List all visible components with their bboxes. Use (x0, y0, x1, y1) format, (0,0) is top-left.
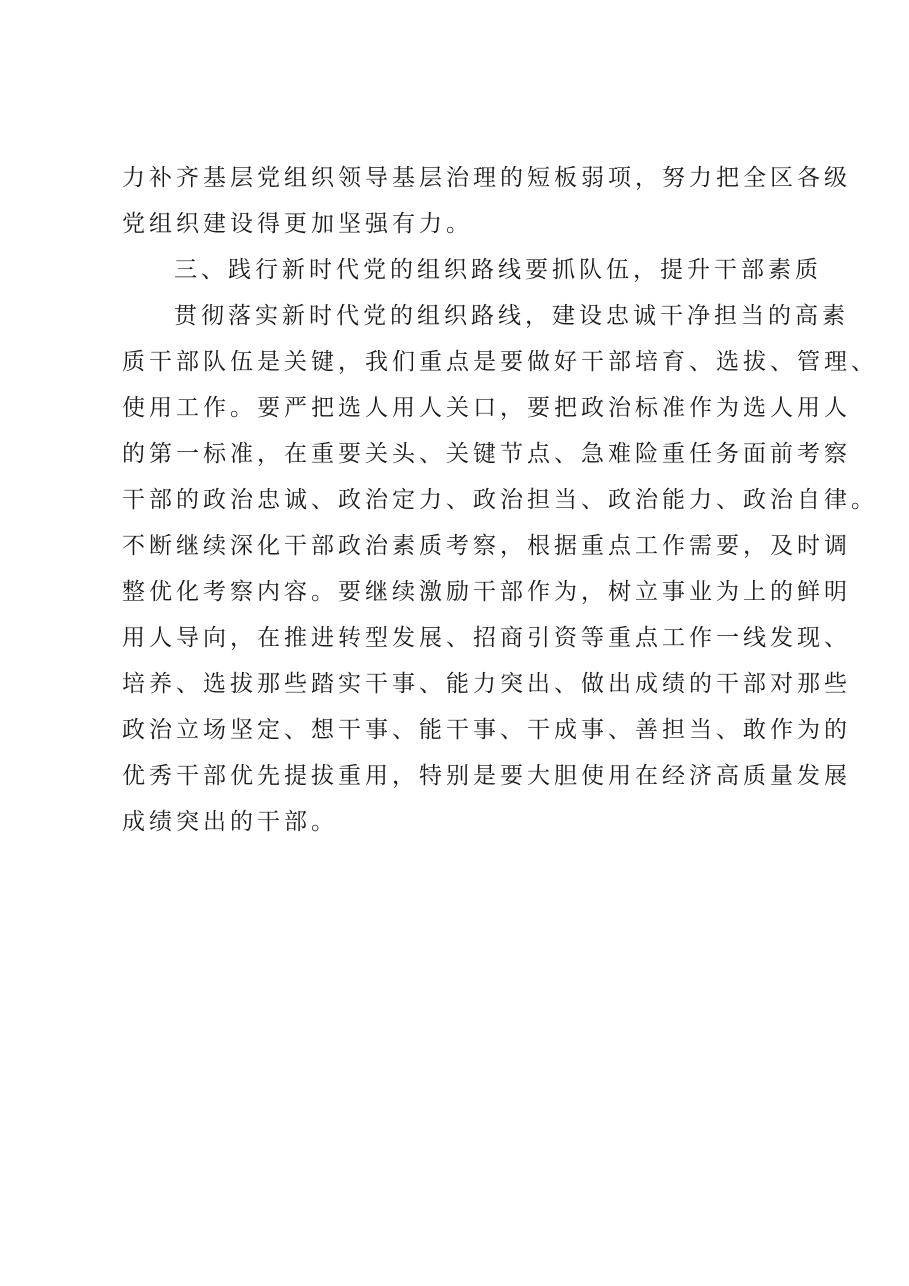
text-line: 贯彻落实新时代党的组织路线，建设忠诚干净担当的高素 (174, 303, 849, 329)
text-line: 力补齐基层党组织领导基层治理的短板弱项，努力把全区各级 (122, 165, 851, 191)
text-line: 成绩突出的干部。 (122, 809, 338, 835)
section-heading (122, 252, 822, 288)
text-line: 党组织建设得更加坚强有力。 (122, 211, 473, 237)
document-body (122, 160, 878, 850)
heading-text: 三、践行新时代党的组织路线要抓队伍，提升干部素质 (174, 257, 822, 283)
text-line: 的第一标准，在重要关头、关键节点、急难险重任务面前考察 (122, 441, 851, 467)
text-line: 不断继续深化干部政治素质考察，根据重点工作需要，及时调 (122, 533, 851, 559)
text-line: 培养、选拔那些踏实干事、能力突出、做出成绩的干部对那些 (122, 671, 851, 697)
text-line: 使用工作。要严把选人用人关口，要把政治标准作为选人用人 (122, 395, 851, 421)
paragraph-body (122, 298, 878, 840)
text-line: 质干部队伍是关键，我们重点是要做好干部培育、选拔、管理、 (122, 349, 878, 375)
text-line: 干部的政治忠诚、政治定力、政治担当、政治能力、政治自律。 (122, 487, 878, 513)
text-line: 整优化考察内容。要继续激励干部作为，树立事业为上的鲜明 (122, 579, 851, 605)
paragraph-continued (122, 160, 851, 242)
text-line: 用人导向，在推进转型发展、招商引资等重点工作一线发现、 (122, 625, 851, 651)
text-line: 政治立场坚定、想干事、能干事、干成事、善担当、敢作为的 (122, 717, 851, 743)
text-line: 优秀干部优先提拔重用，特别是要大胆使用在经济高质量发展 (122, 763, 851, 789)
